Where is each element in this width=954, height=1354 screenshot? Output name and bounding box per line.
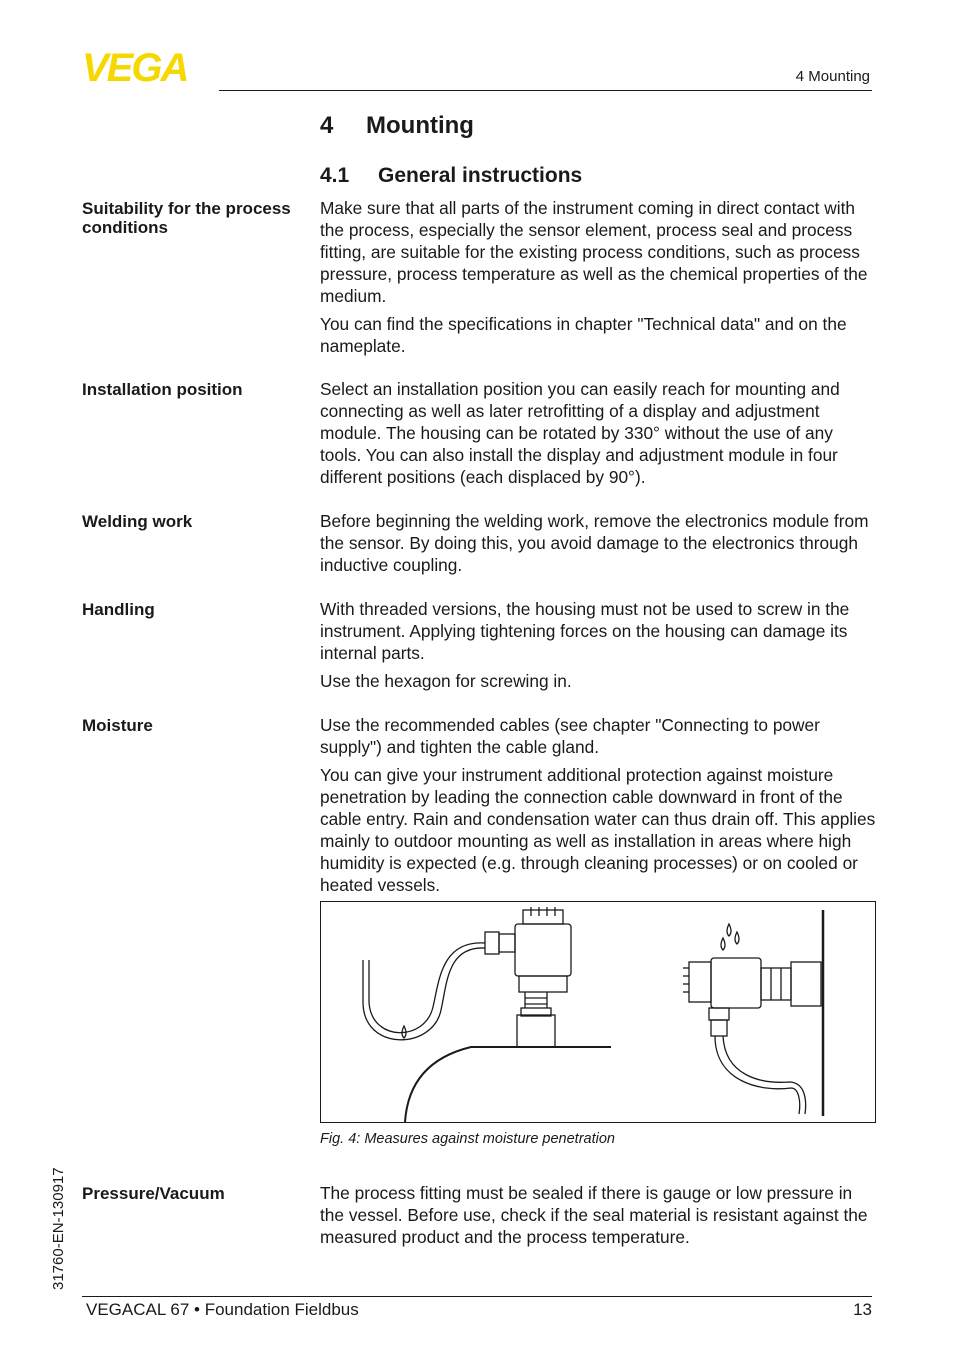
header-section-label: 4 Mounting: [795, 68, 870, 85]
paragraph: You can find the specifications in chapter "Technical data" and on the nameplate.: [320, 314, 847, 356]
page-number: 13: [853, 1300, 872, 1319]
paragraph: Before beginning the welding work, remove the electronics module from the sensor. By doing this, you avoid damage to the electronics through inductive coupling.: [320, 511, 869, 575]
block-pressure-vacuum: [320, 1182, 876, 1254]
margin-label-installation-position: Installation position: [82, 380, 243, 399]
chapter-heading: 4 Mounting: [320, 112, 474, 139]
moisture-diagram: [321, 902, 875, 1122]
block-installation-position: [320, 378, 876, 494]
margin-label-moisture: Moisture: [82, 716, 153, 735]
moisture-figure: [320, 901, 876, 1123]
footer-title: VEGACAL 67 • Foundation Fieldbus: [86, 1300, 359, 1319]
block-handling: [320, 598, 876, 698]
block-moisture: [320, 714, 876, 902]
paragraph: Use the recommended cables (see chapter "Connecting to power supply") and tighten the cable gland.: [320, 715, 820, 757]
margin-label-handling: Handling: [82, 600, 155, 619]
paragraph: Select an installation position you can easily reach for mounting and connecting as well as later retrofitting of a display and adjustment module. The housing can be rotated by 330° without the use of any tools. You can also install the display and adjustment module in four different positions (each displaced by 90°).: [320, 379, 840, 487]
figure-caption: Fig. 4: Measures against moisture penetration: [320, 1131, 615, 1147]
paragraph: With threaded versions, the housing must not be used to screw in the instrument. Applying tightening forces on the housing can damage its internal parts.: [320, 599, 850, 663]
document-code: 31760-EN-130917: [50, 1167, 67, 1290]
header-divider: [219, 90, 872, 91]
paragraph: Make sure that all parts of the instrument coming in direct contact with the process, especially the sensor element, process seal and process fitting, are suitable for the existing process conditions, such as process pressure, process temperature as well as the chemical properties of the medium.: [320, 198, 868, 306]
margin-label-suitability: Suitability for the process conditions: [82, 199, 291, 237]
block-suitability: [320, 197, 876, 363]
vega-logo: [82, 50, 212, 84]
block-welding-work: [320, 510, 876, 582]
svg-text:VEGA: VEGA: [82, 50, 188, 84]
margin-label-welding-work: Welding work: [82, 512, 193, 531]
footer-divider: [82, 1296, 872, 1297]
paragraph: Use the hexagon for screwing in.: [320, 671, 572, 691]
section-heading: 4.1 General instructions: [320, 164, 583, 187]
paragraph: The process fitting must be sealed if there is gauge or low pressure in the vessel. Before use, check if the seal material is resistant against the measured product and the process temperature.: [320, 1183, 868, 1247]
margin-label-pressure-vacuum: Pressure/Vacuum: [82, 1184, 225, 1203]
paragraph: You can give your instrument additional protection against moisture penetration by leading the connection cable downward in front of the cable entry. Rain and condensation water can thus drain off. This applies mainly to outdoor mounting as well as installation in areas where high humidity is expected (e.g. through cleaning processes) or on cooled or heated vessels.: [320, 765, 876, 895]
